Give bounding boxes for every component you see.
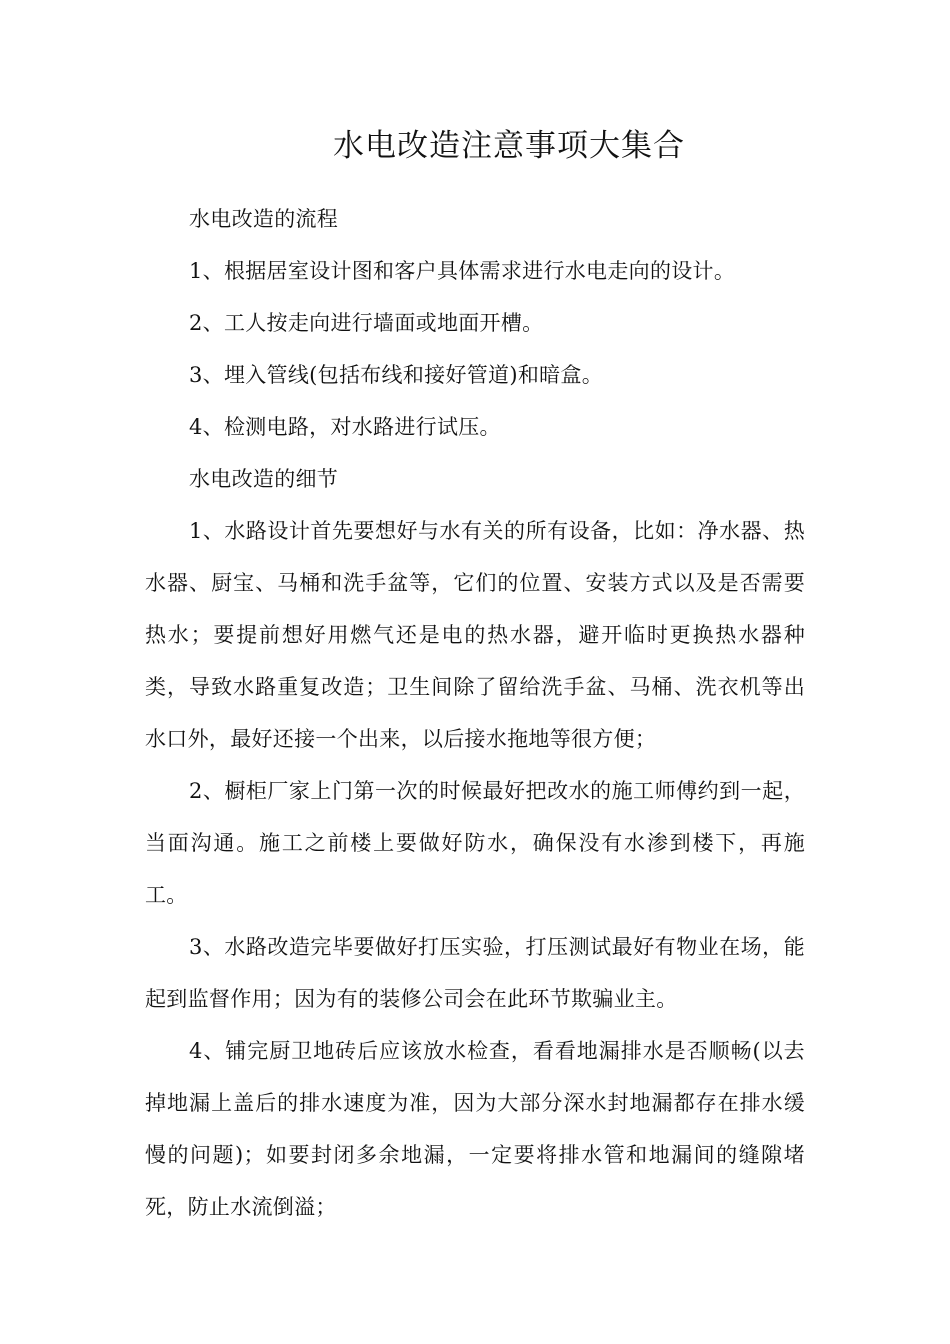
document-title: 水电改造注意事项大集合 xyxy=(333,128,685,164)
process-step-4: 4、检测电路，对水路进行试压。 xyxy=(189,415,501,439)
section-heading-process: 水电改造的流程 xyxy=(189,207,339,231)
detail-paragraph-4: 4、铺完厨卫地砖后应该放水检查，看看地漏排水是否顺畅(以去掉地漏上盖后的排水速度为准，因为大部分深水封地漏都存在排水缓慢的问题)；如要封闭多余地漏，一定要将排水管和地漏间的缝隙堵死，防止水流倒溢； xyxy=(145,1039,805,1219)
document-body xyxy=(145,193,805,1233)
detail-paragraph-1: 1、水路设计首先要想好与水有关的所有设备，比如：净水器、热水器、厨宝、马桶和洗手盆等，它们的位置、安装方式以及是否需要热水；要提前想好用燃气还是电的热水器，避开临时更换热水器种类，导致水路重复改造；卫生间除了留给洗手盆、马桶、洗衣机等出水口外，最好还接一个出来，以后接水拖地等很方便； xyxy=(145,519,805,751)
detail-paragraph-3: 3、水路改造完毕要做好打压实验，打压测试最好有物业在场，能起到监督作用；因为有的装修公司会在此环节欺骗业主。 xyxy=(145,935,805,1011)
process-step-3: 3、埋入管线(包括布线和接好管道)和暗盒。 xyxy=(189,363,604,387)
process-step-1: 1、根据居室设计图和客户具体需求进行水电走向的设计。 xyxy=(189,259,736,283)
section-heading-details: 水电改造的细节 xyxy=(189,467,339,491)
process-step-2: 2、工人按走向进行墙面或地面开槽。 xyxy=(189,311,544,335)
detail-paragraph-2: 2、橱柜厂家上门第一次的时候最好把改水的施工师傅约到一起，当面沟通。施工之前楼上要做好防水，确保没有水渗到楼下，再施工。 xyxy=(145,779,805,907)
